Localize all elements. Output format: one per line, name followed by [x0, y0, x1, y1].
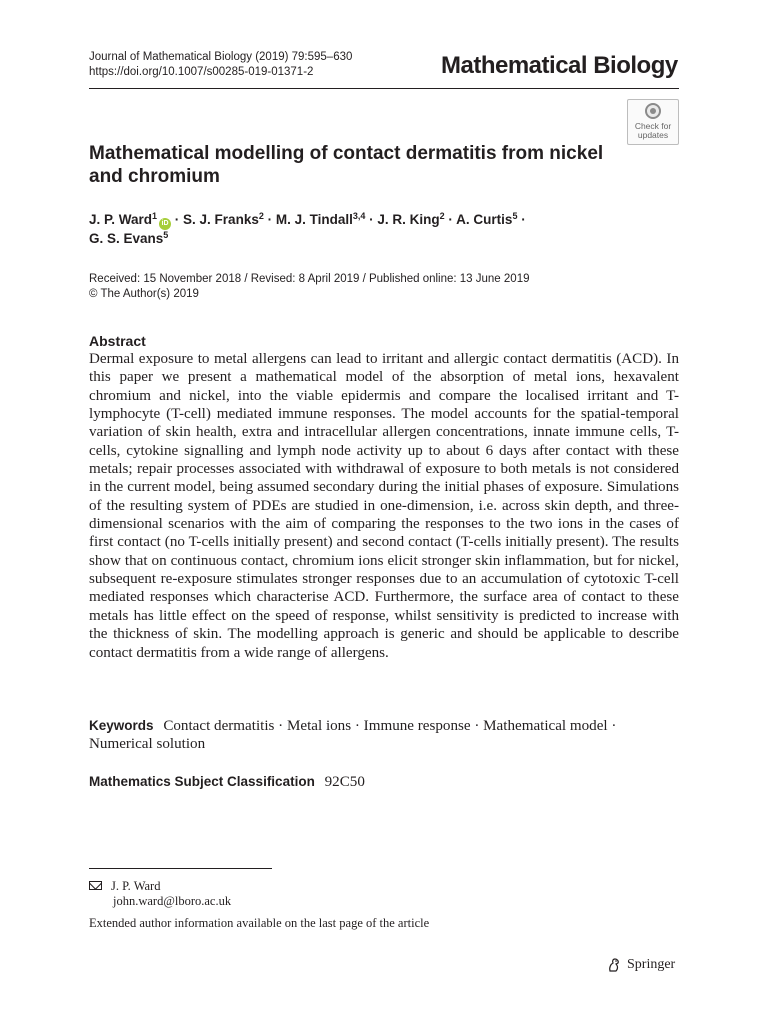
author-name[interactable]: A. Curtis — [456, 212, 513, 227]
author-line-1: J. P. Ward$^1$iD · S. J. Franks$^2$ · M. J. Tindall$^{3,4}$ · J. R. King$^2$ · A. Curtis$^5$ · — [89, 211, 649, 230]
orcid-icon[interactable]: iD — [159, 218, 171, 230]
author-name[interactable]: J. P. Ward — [89, 212, 153, 227]
footnote-rule — [89, 868, 272, 869]
author-affiliation: 2 — [258, 211, 264, 221]
check-updates-icon — [645, 103, 661, 119]
check-for-updates-badge[interactable] — [627, 99, 679, 145]
abstract-text: Dermal exposure to metal allergens can lead to irritant and allergic contact dermatitis (ACD). In this paper we present a mathematical model of the absorption of metal ions, hexavalent chromium and nickel, into the viable epidermis and compare the localised irritant and T-lymphocyte (T-cell) mediated immune responses. The model accounts for the spatial-temporal variation of skin health, extra and intracellular allergen concentrations, innate immune cells, T-cells, cytokine signalling and lymph node activity up to about 6 days after contact with these metals; repair processes associated with withdrawal of exposure to both metals is not considered in the current model, being assumed secondary during the initial phases of exposure. Simulations of the resulting system of PDEs are studied in one-dimension, i.e. across skin depth, and three-dimensional scenarios with the aim of comparing the responses to the two ions in the cases of first contact (no T-cells initially present) and second contact (T-cells initially present). The results show that on continuous contact, chromium ions elicit stronger skin inflammation, but for nickel, subsequent re-exposure stimulates stronger responses due to an accumulation of cytotoxic T-cell mediated responses which characterise ACD. Furthermore, the surface area of contact to these metals has little effect on the speed of response, whilst sensitivity is predicted to increase with the thickness of skin. The modelling approach is generic and should be applicable to describe contact dermatitis from a wide range of allergens. — [89, 351, 679, 661]
abstract-heading: Abstract — [89, 333, 146, 349]
check-updates-line1: Check for — [634, 121, 672, 131]
publication-dates — [89, 272, 529, 302]
date-history: Received: 15 November 2018 / Revised: 8 April 2019 / Published online: 13 June 2019 — [89, 273, 530, 285]
author-name[interactable]: M. J. Tindall — [275, 212, 353, 227]
copyright: © The Author(s) 2019 — [89, 288, 199, 300]
corresponding-author-name: J. P. Ward — [111, 879, 161, 893]
title-line-1: Mathematical modelling of contact dermatitis from nickel — [89, 143, 604, 164]
keywords-section — [89, 717, 679, 754]
author-affiliation: 5 — [163, 230, 169, 240]
author-affiliation: 3,4 — [352, 211, 366, 221]
journal-citation: Journal of Mathematical Biology (2019) 79:595–630 — [89, 51, 353, 63]
msc-code: 92C50 — [324, 774, 365, 790]
keywords-text: Contact dermatitis · Metal ions · Immune response · Mathematical model · Numerical solution — [89, 718, 617, 753]
header-rule — [89, 88, 679, 89]
author-name[interactable]: S. J. Franks — [183, 212, 259, 227]
springer-horse-icon — [606, 957, 622, 973]
extended-author-info: Extended author information available on the last page of the article — [89, 916, 430, 930]
msc-section — [89, 773, 365, 791]
publisher-logo — [606, 955, 675, 975]
publisher-name: Springer — [627, 957, 676, 972]
author-affiliation: 5 — [512, 211, 518, 221]
correspondence-block — [89, 879, 231, 909]
title-line-2: and chromium — [89, 166, 220, 187]
author-affiliation: 2 — [439, 211, 445, 221]
author-affiliation: 1 — [152, 211, 158, 221]
doi-link[interactable]: https://doi.org/10.1007/s00285-019-01371-2 — [89, 66, 314, 78]
envelope-icon — [89, 881, 102, 890]
check-updates-line2: updates — [637, 130, 669, 140]
author-line-2 — [89, 230, 649, 248]
corresponding-author-email[interactable]: john.ward@lboro.ac.uk — [113, 894, 232, 908]
author-name[interactable]: G. S. Evans — [89, 231, 164, 246]
journal-name: Mathematical Biology — [441, 52, 678, 79]
author-list — [89, 211, 649, 248]
msc-heading: Mathematics Subject Classification — [89, 774, 315, 789]
keywords-heading: Keywords — [89, 718, 154, 733]
author-name[interactable]: J. R. King — [377, 212, 440, 227]
article-title — [89, 142, 629, 188]
journal-citation-block — [89, 50, 352, 80]
